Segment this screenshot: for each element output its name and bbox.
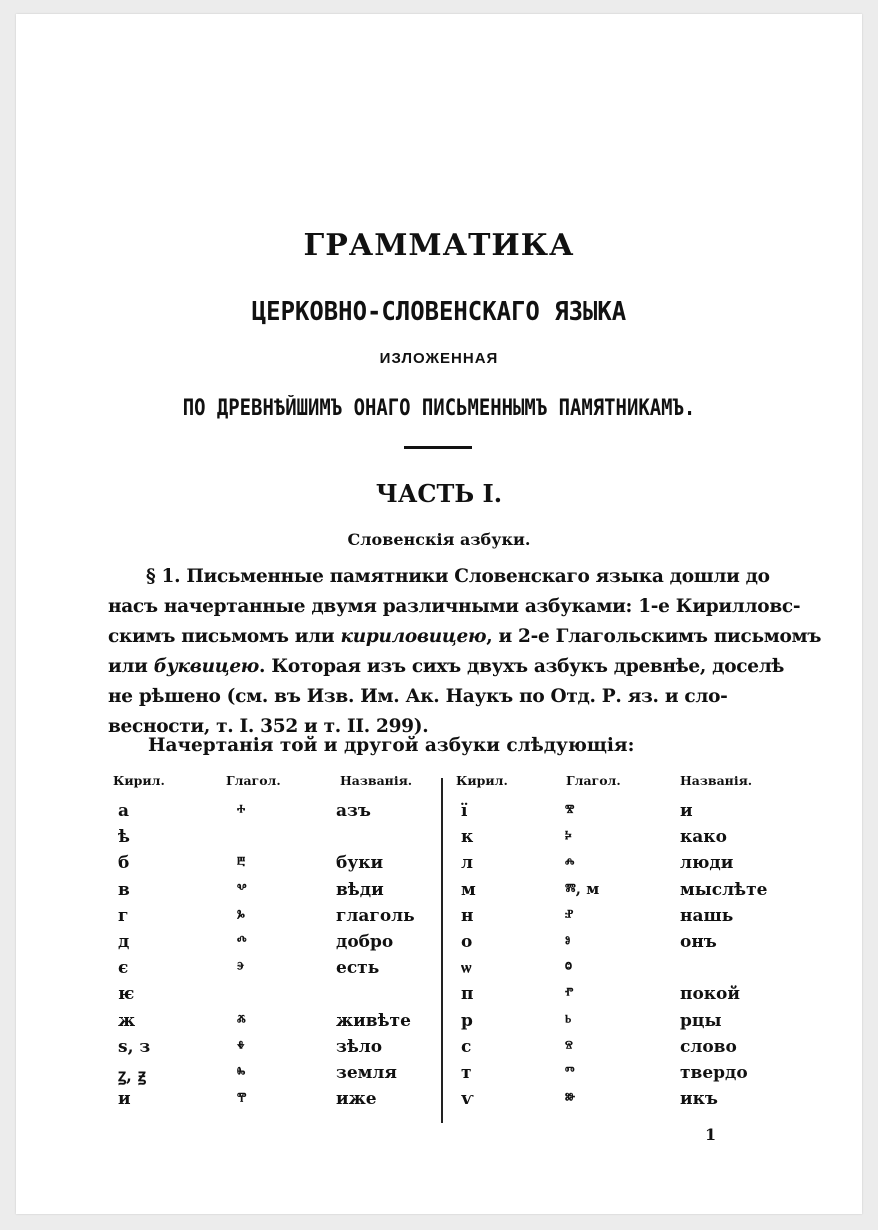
- table-cell-right-glagol: ⰾ: [565, 853, 575, 872]
- table-cell-right-glagol: ⱃ: [565, 1010, 572, 1029]
- column-divider: [441, 778, 443, 1123]
- header-name-left: Названія.: [340, 773, 413, 788]
- table-cell-right-kiril: т: [461, 1063, 472, 1083]
- table-cell-right-glagol: ⰽ: [565, 827, 572, 846]
- table-cell-right-glagol: ⱂ: [565, 984, 574, 1003]
- table-cell-right-name: како: [680, 827, 727, 848]
- table-cell-right-kiril: р: [461, 1010, 473, 1031]
- table-cell-left-glagol: ⰲ: [237, 879, 247, 898]
- table-cell-left-name: иже: [336, 1089, 377, 1110]
- table-cell-left-kiril: ѕ, з: [118, 1036, 151, 1057]
- table-cell-right-glagol: ⱆ: [565, 1089, 576, 1108]
- table-cell-left-kiril: б: [118, 853, 130, 874]
- table-cell-right-kiril: ѡ: [461, 958, 472, 979]
- book-subtitle: ЦЕРКОВНО-СЛОВЕНСКАГО ЯЗЫКА: [251, 297, 627, 327]
- italic-term: буквицею: [153, 656, 260, 677]
- paragraph-1: [108, 562, 822, 742]
- table-cell-left-kiril: а: [118, 801, 130, 821]
- table-cell-left-glagol: ⰱ: [237, 853, 246, 872]
- table-cell-left-name: глаголь: [336, 905, 415, 926]
- book-subtitle-3: ПО ДРЕВНѢЙШИМЪ ОНАГО ПИСЬМЕННЫМЪ ПАМЯТНИКАМЪ.: [182, 396, 696, 421]
- table-cell-left-kiril: ж: [118, 1010, 136, 1031]
- table-cell-left-name: вѣди: [336, 879, 384, 900]
- table-cell-right-glagol: ⱁ: [565, 932, 571, 950]
- table-cell-left-glagol: ⰷ: [237, 1036, 245, 1055]
- table-cell-left-kiril: ѣ: [118, 827, 130, 848]
- table-cell-right-name: нашь: [680, 905, 734, 926]
- table-cell-left-kiril: в: [118, 879, 130, 900]
- table-cell-left-glagol: ⰹ: [237, 1089, 247, 1108]
- paragraph-line: или буквицею. Которая изъ сихъ двухъ азбукъ древнѣе, доселѣ: [108, 656, 785, 677]
- table-cell-left-kiril: д: [118, 932, 130, 952]
- table-cell-right-glagol: ⱉ: [565, 958, 572, 977]
- table-cell-right-name: покой: [680, 984, 741, 1005]
- table-cell-left-kiril: ѥ: [118, 984, 135, 1005]
- table-cell-left-name: зѣло: [336, 1036, 383, 1057]
- header-glagol-right: Глагол.: [566, 773, 621, 788]
- table-cell-right-kiril: н: [461, 905, 474, 926]
- table-cell-right-name: и: [680, 801, 693, 821]
- table-cell-left-name: азъ: [336, 801, 371, 821]
- table-cell-left-glagol: ⰳ: [237, 905, 245, 924]
- table-cell-right-glagol: ⱀ: [565, 905, 574, 924]
- table-cell-left-kiril: є: [118, 958, 129, 979]
- table-cell-right-kiril: к: [461, 827, 474, 848]
- table-cell-left-kiril: и: [118, 1089, 131, 1110]
- italic-term: кириловицею: [340, 626, 487, 647]
- table-cell-right-name: рцы: [680, 1010, 722, 1031]
- table-cell-right-name: твердо: [680, 1063, 748, 1083]
- table-cell-left-kiril: ꙁ, ꙃ: [118, 1066, 146, 1086]
- table-cell-right-glagol: ⱅ: [565, 1063, 575, 1081]
- table-cell-right-name: люди: [680, 853, 734, 874]
- table-cell-right-kiril: л: [461, 853, 473, 874]
- table-cell-left-name: буки: [336, 853, 384, 874]
- table-cell-left-name: земля: [336, 1063, 397, 1083]
- page-number: 1: [705, 1125, 717, 1144]
- table-cell-right-kiril: о: [461, 932, 473, 952]
- table-cell-right-kiril: п: [461, 984, 474, 1005]
- paragraph-line: не рѣшено (см. въ Изв. Им. Ак. Наукъ по Отд. Р. яз. и сло-: [108, 686, 728, 707]
- paragraph-line: скимъ письмомъ или кириловицею, и 2-е Глагольскимъ письмомъ: [108, 626, 822, 647]
- table-cell-left-name: живѣте: [336, 1010, 411, 1031]
- table-cell-right-kiril: ѵ: [461, 1089, 474, 1110]
- table-cell-right-kiril: м: [461, 879, 476, 900]
- header-kiril-right: Кирил.: [456, 773, 508, 788]
- header-glagol-left: Глагол.: [226, 773, 281, 788]
- book-subtitle-2: ИЗЛОЖЕННАЯ: [379, 350, 499, 367]
- table-intro: Начертанія той и другой азбуки слѣдующія:: [148, 735, 635, 756]
- table-cell-left-glagol: ⰰ: [237, 801, 246, 819]
- table-cell-left-name: есть: [336, 958, 380, 979]
- table-cell-left-glagol: ⰸ: [237, 1063, 246, 1081]
- table-cell-right-name: онъ: [680, 932, 717, 952]
- book-title: ГРАММАТИКА: [303, 228, 575, 263]
- part-heading: ЧАСТЬ I.: [375, 479, 503, 508]
- table-cell-left-kiril: г: [118, 905, 129, 926]
- table-cell-right-kiril: ї: [461, 801, 468, 821]
- table-cell-right-kiril: с: [461, 1036, 472, 1057]
- paragraph-line: весности, т. I. 352 и т. II. 299).: [108, 716, 429, 737]
- table-cell-left-glagol: ⰶ: [237, 1010, 246, 1029]
- table-cell-right-name: слово: [680, 1036, 737, 1057]
- table-cell-right-name: икъ: [680, 1089, 718, 1110]
- header-name-right: Названія.: [680, 773, 753, 788]
- paragraph-line: насъ начертанные двумя различными азбуками: 1-е Кирилловс-: [108, 596, 801, 617]
- section-title: Словенскія азбуки.: [347, 530, 531, 549]
- header-kiril-left: Кирил.: [113, 773, 165, 788]
- table-cell-left-name: добро: [336, 932, 394, 952]
- table-cell-left-glagol: ⰵ: [237, 958, 245, 977]
- table-cell-right-name: мыслѣте: [680, 879, 768, 900]
- table-cell-right-glagol: ⰺ: [565, 801, 575, 819]
- table-cell-right-glagol: ⱄ: [565, 1036, 573, 1055]
- paragraph-line: § 1. Письменные памятники Словенскаго языка дошли до: [146, 566, 770, 587]
- title-divider: [404, 446, 472, 449]
- table-cell-right-glagol: ⰿ, м: [565, 879, 600, 898]
- table-cell-left-glagol: ⰴ: [237, 932, 247, 950]
